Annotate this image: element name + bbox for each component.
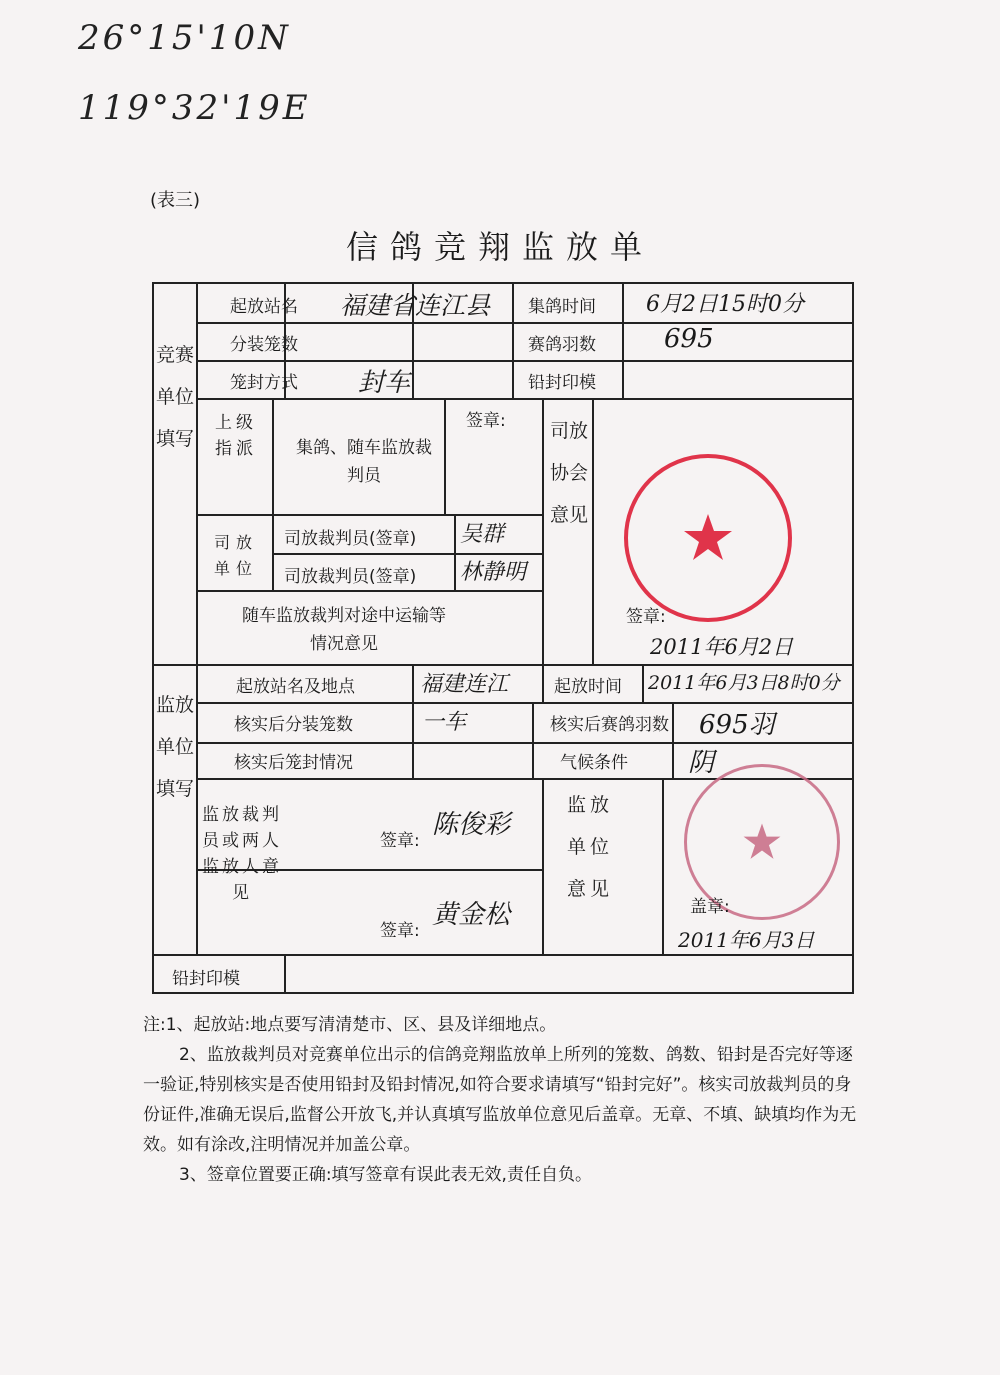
release-form-table [152, 282, 854, 994]
note-1: 注:1、起放站:地点要写清清楚市、区、县及详细地点。 [143, 1015, 557, 1035]
seal-method-value: 封车 [358, 368, 411, 398]
supervisor2-signature: 黄金松 [432, 900, 511, 930]
supervisors-label: 监放裁判员或两人监放人意见 [202, 805, 282, 903]
split-after-value: 一车 [422, 710, 467, 735]
gather-time-label: 集鸽时间 [528, 297, 596, 317]
opinion-label: 监放单位意见 [566, 794, 613, 900]
note-3: 3、签章位置要正确:填写签章有误此表无效,责任自负。 [179, 1165, 592, 1185]
count-after-value: 695羽 [699, 710, 775, 740]
section2-side-label: 监放单位填写 [155, 694, 194, 800]
association-label: 司放协会意见 [549, 420, 588, 526]
seal-method-label: 笼封方式 [230, 373, 298, 393]
table-number: (表三) [150, 190, 201, 211]
opinion-sign-label: 盖章: [690, 897, 730, 917]
handwritten-longitude: 119°32'19E [78, 88, 311, 128]
supervisor1-sign-label: 签章: [380, 831, 420, 851]
station-place-label: 起放站名及地点 [236, 677, 355, 697]
section2-lead-seal-label: 铅封印模 [172, 969, 240, 989]
superior-sign-label: 签章: [466, 411, 506, 431]
supervisor1-signature: 陈俊彩 [432, 810, 511, 840]
supervisor2-sign-label: 签章: [380, 921, 420, 941]
section1-side-label: 竞赛单位填写 [155, 344, 194, 450]
superior-referee-label: 集鸽、随车监放裁判员 [296, 438, 432, 486]
release-station-label: 起放站名 [230, 297, 298, 317]
lead-seal-label: 铅封印模 [528, 373, 596, 393]
split-cages-label: 分装笼数 [230, 335, 298, 355]
weather-label: 气候条件 [560, 753, 628, 773]
association-sign-label: 签章: [626, 607, 666, 627]
release-time-label: 起放时间 [554, 677, 622, 697]
org-referee1-label: 司放裁判员(签章) [284, 529, 417, 549]
weather-value: 阴 [688, 748, 715, 778]
association-seal [624, 454, 792, 622]
seal-after-label: 核实后笼封情况 [234, 753, 353, 773]
release-station-value: 福建省连江县 [340, 291, 491, 320]
org-referee2-value: 林静明 [460, 560, 527, 585]
opinion-date: 2011年6月3日 [678, 928, 815, 952]
gather-time-value: 6月2日15时0分 [646, 292, 804, 317]
count-value: 695 [664, 324, 714, 354]
org-label: 司放单位 [213, 533, 258, 578]
count-label: 赛鸽羽数 [528, 335, 596, 355]
org-referee1-value: 吴群 [460, 522, 505, 547]
handwritten-latitude: 26°15'10N [78, 18, 291, 58]
note-2: 2、监放裁判员对竞赛单位出示的信鸽竞翔监放单上所列的笼数、鸽数、铅封是否完好等逐一验证,特别核实是否使用铅封及铅封情况,如符合要求请填写“铅封完好”。核实司放裁判员的身份证件,准确无误后,监督公开放飞,并认真填写监放单位意见后盖章。无章、不填、缺填均作为无效。如有涂改,注明情况并加盖公章。 [143, 1045, 857, 1155]
form-title: 信鸽竞翔监放单 [345, 228, 654, 266]
star-icon [742, 822, 782, 862]
split-after-label: 核实后分装笼数 [234, 715, 353, 735]
notes [143, 1010, 863, 1190]
transport-opinion-label: 随车监放裁判对途中运输等情况意见 [242, 606, 446, 654]
star-icon [682, 512, 734, 564]
superior-label: 上级指派 [215, 413, 257, 459]
release-time-value: 2011年6月3日8时0分 [648, 672, 840, 694]
count-after-label: 核实后赛鸽羽数 [550, 715, 669, 735]
association-date: 2011年6月2日 [650, 635, 794, 659]
org-referee2-label: 司放裁判员(签章) [284, 567, 417, 587]
station-place-value: 福建连江 [420, 672, 509, 697]
